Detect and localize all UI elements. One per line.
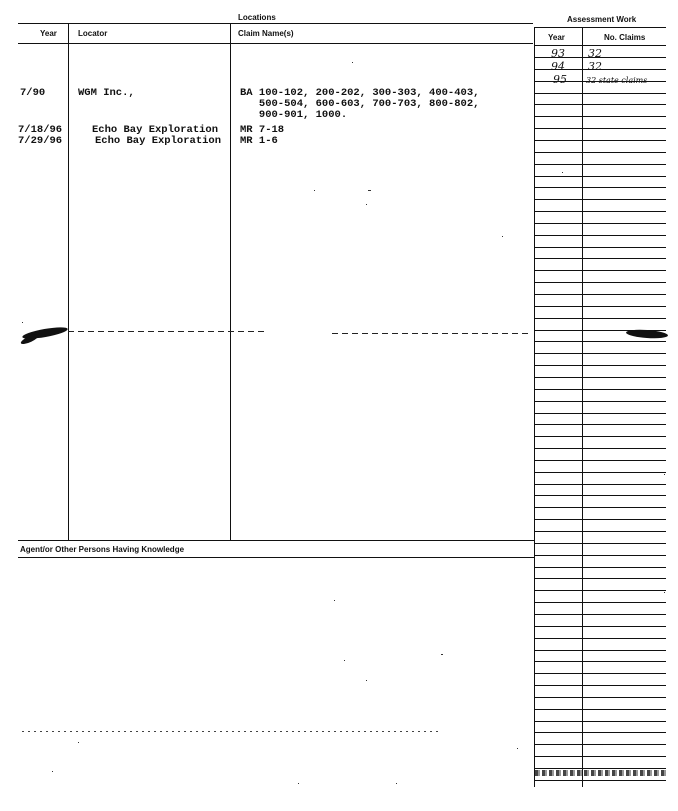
assessment-work-rule	[535, 768, 666, 769]
assessment-work-rule	[535, 140, 666, 141]
aw-claims-entry: 32	[588, 60, 602, 73]
assessment-work-rule	[535, 460, 666, 461]
assessment-work-rule	[535, 650, 666, 651]
assessment-work-rule	[535, 472, 666, 473]
assessment-work-rule	[535, 436, 666, 437]
assessment-work-rule	[535, 685, 666, 686]
assessment-work-rule	[535, 555, 666, 556]
speck	[78, 742, 79, 743]
assessment-work-rule	[535, 578, 666, 579]
assessment-work-rule	[535, 235, 666, 236]
aw-year-entry: 94	[551, 60, 565, 73]
assessment-work-rule	[535, 223, 666, 224]
assessment-work-rule	[535, 744, 666, 745]
assessment-work-rule	[535, 199, 666, 200]
assessment-work-rule	[535, 341, 666, 342]
assessment-work-rule	[535, 187, 666, 188]
locations-heading: Locations	[238, 13, 276, 22]
aw-header-top-rule	[535, 27, 666, 28]
location-year: 7/90	[20, 87, 46, 99]
speck	[368, 190, 371, 191]
location-claims: MR 7-18	[240, 124, 285, 136]
assessment-work-rule	[535, 306, 666, 307]
speck	[396, 783, 397, 784]
speck	[344, 660, 345, 661]
location-year: 7/18/96	[18, 124, 63, 136]
locator-column-header: Locator	[78, 29, 108, 38]
speck	[502, 236, 503, 237]
aw-claims-entry: 32 state claims	[586, 76, 648, 85]
assessment-work-rule	[535, 543, 666, 544]
assessment-work-rule	[535, 164, 666, 165]
location-locator: Echo Bay Exploration	[95, 135, 222, 147]
assessment-work-rule	[535, 673, 666, 674]
assessment-work-rule	[535, 377, 666, 378]
assessment-work-rule	[535, 507, 666, 508]
aw-claims-entry: 32	[588, 47, 602, 60]
speck	[314, 190, 315, 191]
assessment-work-rule	[535, 756, 666, 757]
assessment-work-rule	[535, 697, 666, 698]
assessment-work-rule	[535, 365, 666, 366]
assessment-work-rule	[535, 626, 666, 627]
assessment-work-rule	[535, 590, 666, 591]
claim-names-column-header: Claim Name(s)	[238, 29, 294, 38]
assessment-work-rule	[535, 282, 666, 283]
speck	[352, 62, 353, 63]
assessment-work-rule	[535, 176, 666, 177]
speck	[664, 474, 665, 475]
assessment-work-rule	[535, 353, 666, 354]
assessment-work-rule	[535, 270, 666, 271]
aw-no-claims-column-header: No. Claims	[604, 33, 646, 42]
assessment-work-rule	[535, 732, 666, 733]
assessment-work-rule	[535, 401, 666, 402]
assessment-work-rule	[535, 128, 666, 129]
location-year: 7/29/96	[18, 135, 63, 147]
aw-header-bottom-rule	[535, 45, 666, 46]
assessment-work-rule	[535, 495, 666, 496]
location-locator: Echo Bay Exploration	[92, 124, 219, 136]
year-locator-divider	[68, 23, 69, 540]
assessment-work-rule	[535, 614, 666, 615]
assessment-work-rule	[535, 93, 666, 94]
assessment-work-rule	[535, 519, 666, 520]
locator-claims-divider	[230, 23, 231, 540]
header-top-rule	[18, 23, 533, 24]
assessment-work-rule	[535, 247, 666, 248]
lower-dotted-line	[22, 731, 442, 732]
assessment-work-rule	[535, 211, 666, 212]
speck	[52, 771, 53, 772]
speck	[22, 322, 23, 323]
midline-dashes	[68, 331, 268, 332]
upper-section-bottom-rule	[18, 540, 534, 541]
year-column-header: Year	[40, 29, 57, 38]
speck	[366, 204, 367, 205]
assessment-work-rule	[535, 484, 666, 485]
assessment-work-rule	[535, 602, 666, 603]
speck	[366, 680, 367, 681]
assessment-work-rule	[535, 413, 666, 414]
location-claims: BA 100-102, 200-202, 300-303, 400-403, 500-504, 600-603, 700-703, 800-802, 900-901, 1000.	[240, 87, 480, 121]
assessment-work-rule	[535, 531, 666, 532]
speck	[334, 600, 335, 601]
speck	[517, 748, 518, 749]
assessment-work-rule	[535, 318, 666, 319]
assessment-work-rule	[535, 709, 666, 710]
assessment-work-rule	[535, 116, 666, 117]
location-locator: WGM Inc.,	[78, 87, 135, 99]
location-claims: MR 1-6	[240, 135, 278, 147]
assessment-work-rule	[535, 638, 666, 639]
bottom-right-smudge	[535, 770, 666, 776]
speck	[298, 783, 299, 784]
assessment-work-heading: Assessment Work	[567, 15, 637, 24]
assessment-work-rule	[535, 721, 666, 722]
midline-dashes	[332, 333, 532, 334]
aw-year-column-header: Year	[548, 33, 565, 42]
aw-year-entry: 95	[553, 73, 567, 86]
assessment-work-rule	[535, 424, 666, 425]
agent-section-label: Agent/or Other Persons Having Knowledge	[20, 545, 185, 554]
assessment-work-rule	[535, 389, 666, 390]
assessment-work-rule	[535, 780, 666, 781]
assessment-work-rule	[535, 567, 666, 568]
speck	[664, 592, 665, 593]
assessment-work-rule	[535, 661, 666, 662]
assessment-work-rule	[535, 104, 666, 105]
assessment-work-rule	[535, 448, 666, 449]
agent-section-rule	[18, 557, 534, 558]
aw-year-entry: 93	[551, 47, 565, 60]
speck	[441, 654, 443, 655]
assessment-work-rule	[535, 258, 666, 259]
header-bottom-rule	[18, 43, 533, 44]
assessment-work-rule	[535, 294, 666, 295]
assessment-work-rule	[535, 152, 666, 153]
speck	[562, 172, 563, 173]
